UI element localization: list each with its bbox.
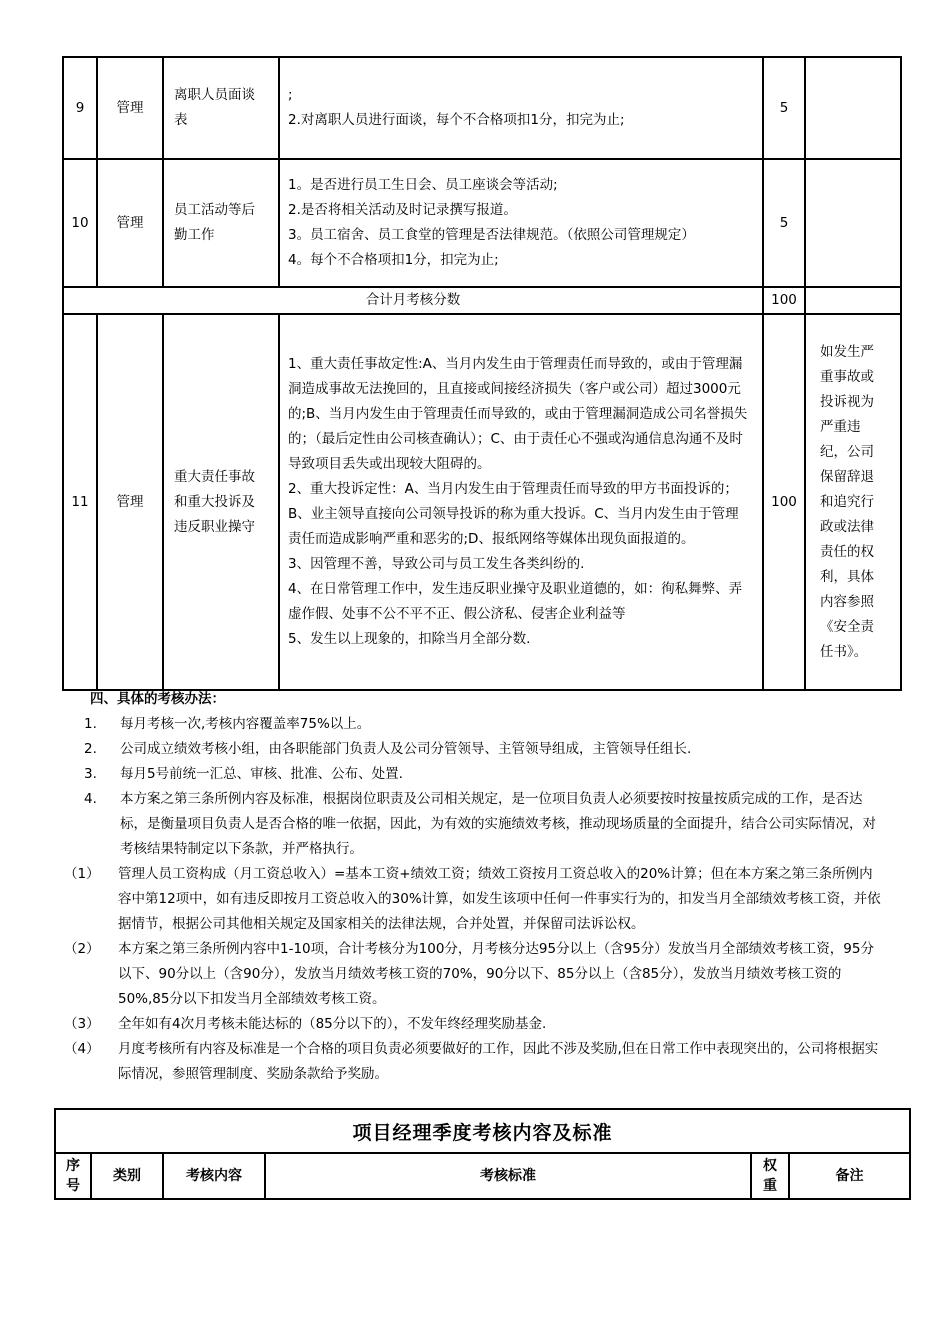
item-number: 3. bbox=[84, 766, 97, 782]
table-row bbox=[63, 314, 901, 690]
row-content: 重大责任事故和重大投诉及违反职业操守 bbox=[163, 314, 279, 690]
table-row bbox=[63, 159, 901, 287]
header-criteria: 考核标准 bbox=[265, 1153, 751, 1199]
header-row bbox=[55, 1153, 910, 1199]
header-no: 序号 bbox=[55, 1153, 91, 1199]
row-weight: 5 bbox=[763, 57, 805, 159]
sub-list-item bbox=[14, 937, 884, 1012]
monthly-assessment-table bbox=[62, 56, 902, 691]
row-criteria bbox=[279, 57, 763, 159]
item-text: 本方案之第三条所例内容中1-10项，合计考核分为100分，月考核分达95分以上（含95分）发放当月全部绩效考核工资，95分以下、90分以上（含90分），发放当月绩效考核工资的70%，90分以下、85分以上（含85分），发放当月绩效考核工资的50%,85分以下扣发当月全部绩效考核工资。 bbox=[118, 941, 874, 1007]
criteria-line: 3。员工宿舍、员工食堂的管理是否法律规范。（依照公司管理规定） bbox=[288, 227, 695, 243]
header-note: 备注 bbox=[789, 1153, 910, 1199]
sub-list-item bbox=[14, 1012, 884, 1037]
item-text: 本方案之第三条所例内容及标准，根据岗位职责及公司相关规定，是一位项目负责人必须要按时按量按质完成的工作，是否达标，是衡量项目负责人是否合格的唯一依据，因此，为有效的实施绩效考核，推动现场质量的全面提升，结合公司实际情况，对考核结果特制定以下条款，并严格执行。 bbox=[120, 791, 876, 857]
header-category: 类别 bbox=[91, 1153, 163, 1199]
item-text: 全年如有4次月考核未能达标的（85分以下的），不发年终经理奖励基金. bbox=[118, 1016, 547, 1032]
row-number: 9 bbox=[63, 57, 97, 159]
criteria-line: 1。是否进行员工生日会、员工座谈会等活动; bbox=[288, 177, 558, 193]
criteria-line: 5、发生以上现象的，扣除当月全部分数. bbox=[288, 631, 531, 647]
row-weight: 5 bbox=[763, 159, 805, 287]
row-note bbox=[805, 159, 901, 287]
row-category: 管理 bbox=[97, 159, 163, 287]
header-content: 考核内容 bbox=[163, 1153, 265, 1199]
sub-list-item bbox=[14, 862, 884, 937]
item-number: （4） bbox=[64, 1041, 100, 1057]
section-heading: 四、具体的考核办法： bbox=[90, 691, 225, 707]
item-number: （1） bbox=[64, 866, 100, 882]
item-text: 月度考核所有内容及标准是一个合格的项目负责必须要做好的工作，因此不涉及奖励,但在日常工作中表现突出的，公司将根据实际情况，参照管理制度、奖励条款给予奖励。 bbox=[118, 1041, 879, 1082]
assessment-methods bbox=[64, 686, 884, 1087]
criteria-line: 1、重大责任事故定性:A、当月内发生由于管理责任而导致的，或由于管理漏洞造成事故无法挽回的，且直接或间接经济损失（客户或公司）超过3000元的;B、当月内发生由于管理责任而导致的，或由于管理漏洞造成公司名誉损失的；（最后定性由公司核查确认）；C、由于责任心不强或沟通信息沟通不及时导致项目丢失或出现较大阻碍的。 bbox=[288, 356, 748, 472]
total-value: 100 bbox=[763, 287, 805, 314]
row-note: 如发生严重事故或投诉视为严重违纪，公司保留辞退和追究行政或法律责任的权利，具体内容参照《安全责任书》。 bbox=[805, 314, 901, 690]
quarterly-assessment-table bbox=[54, 1108, 911, 1200]
table-row bbox=[63, 57, 901, 159]
item-text: 每月考核一次,考核内容覆盖率75%以上。 bbox=[120, 716, 371, 732]
item-number: 1. bbox=[84, 716, 97, 732]
row-weight: 100 bbox=[763, 314, 805, 690]
item-number: （3） bbox=[64, 1016, 100, 1032]
row-criteria bbox=[279, 159, 763, 287]
criteria-line: 2.是否将相关活动及时记录撰写报道。 bbox=[288, 202, 517, 218]
list-item bbox=[84, 737, 884, 762]
sub-list-item bbox=[14, 1037, 884, 1087]
row-criteria bbox=[279, 314, 763, 690]
list-item bbox=[84, 712, 884, 737]
criteria-line: 2、重大投诉定性：A、当月内发生由于管理责任而导致的甲方书面投诉的；B、业主领导直接向公司领导投诉的称为重大投诉。C、当月内发生由于管理责任而造成影响严重和恶劣的;D、报纸网络等媒体出现负面报道的。 bbox=[288, 481, 739, 547]
row-number: 10 bbox=[63, 159, 97, 287]
criteria-line: 3、因管理不善，导致公司与员工发生各类纠纷的. bbox=[288, 556, 585, 572]
row-category: 管理 bbox=[97, 57, 163, 159]
item-text: 每月5号前统一汇总、审核、批准、公布、处置. bbox=[120, 766, 403, 782]
criteria-line: 4。每个不合格项扣1分，扣完为止; bbox=[288, 252, 499, 268]
criteria-line: 2.对离职人员进行面谈，每个不合格项扣1分，扣完为止; bbox=[288, 112, 625, 128]
list-item bbox=[84, 787, 884, 862]
row-category: 管理 bbox=[97, 314, 163, 690]
row-note bbox=[805, 57, 901, 159]
criteria-line: ; bbox=[288, 87, 293, 103]
item-text: 管理人员工资构成（月工资总收入）=基本工资+绩效工资；绩效工资按月工资总收入的20%计算；但在本方案之第三条所例内容中第12项中，如有违反即按月工资总收入的30%计算，如发生该项中任何一件事实行为的，扣发当月全部绩效考核工资，并依据情节，根据公司其他相关规定及国家相关的法律法规，合并处置，并保留司法诉讼权。 bbox=[118, 866, 881, 932]
item-number: 2. bbox=[84, 741, 97, 757]
header-weight: 权重 bbox=[751, 1153, 789, 1199]
total-row bbox=[63, 287, 901, 314]
total-label: 合计月考核分数 bbox=[63, 287, 763, 314]
list-item bbox=[84, 762, 884, 787]
row-content: 员工活动等后勤工作 bbox=[163, 159, 279, 287]
item-number: （2） bbox=[64, 941, 100, 957]
item-number: 4. bbox=[84, 791, 97, 807]
table-title: 项目经理季度考核内容及标准 bbox=[55, 1109, 910, 1153]
row-number: 11 bbox=[63, 314, 97, 690]
criteria-line: 4、在日常管理工作中，发生违反职业操守及职业道德的，如：徇私舞弊、弄虚作假、处事不公不平不正、假公济私、侵害企业利益等 bbox=[288, 581, 743, 622]
total-note bbox=[805, 287, 901, 314]
item-text: 公司成立绩效考核小组，由各职能部门负责人及公司分管领导、主管领导组成，主管领导任组长. bbox=[120, 741, 692, 757]
row-content: 离职人员面谈表 bbox=[163, 57, 279, 159]
